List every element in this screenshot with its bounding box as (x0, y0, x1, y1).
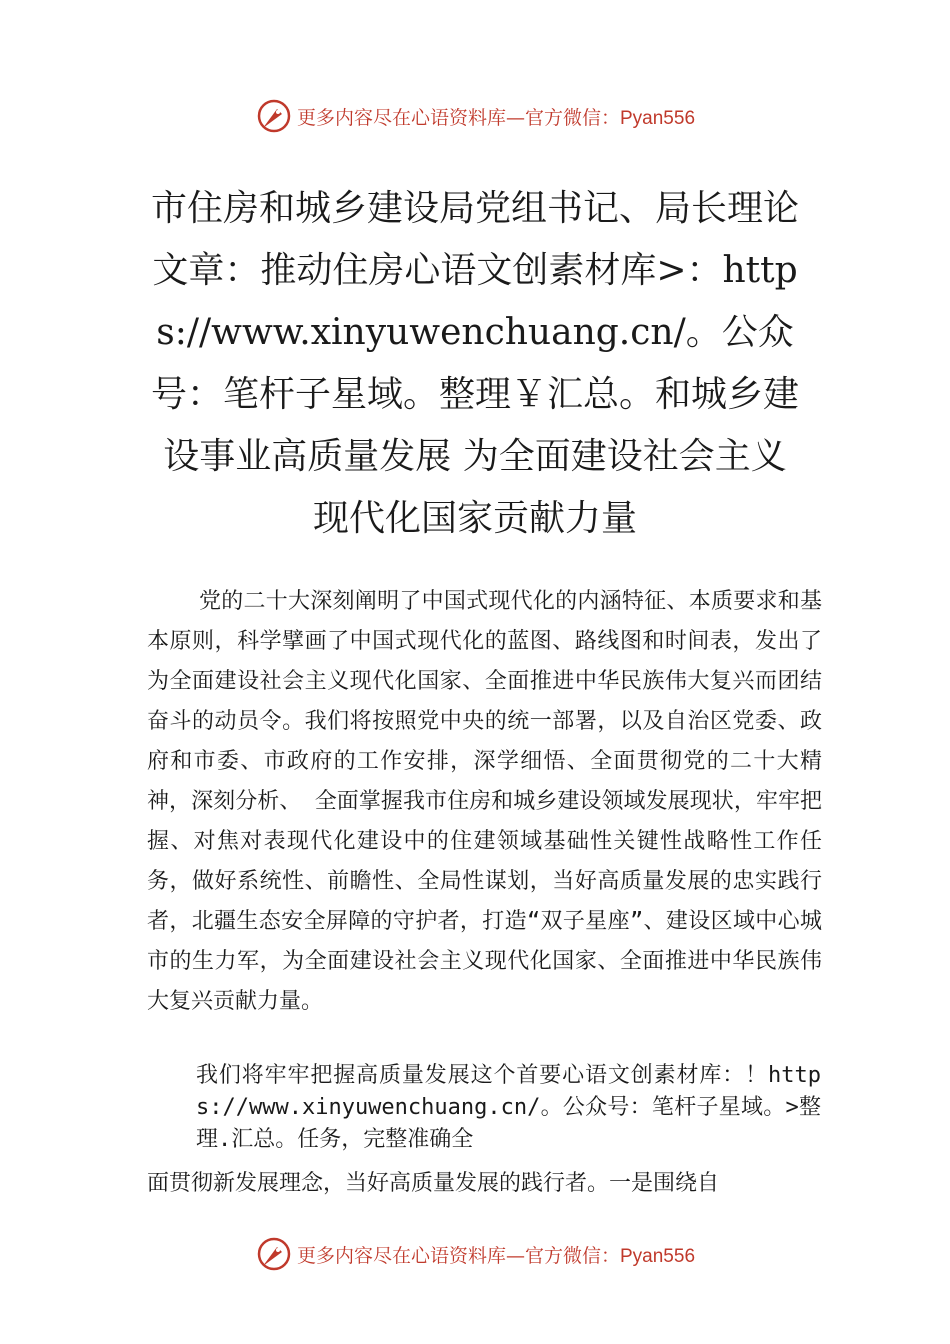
paragraph-3: 面贯彻新发展理念，当好高质量发展的践行者。一是围绕自 (147, 1171, 720, 1196)
banner-text: 更多内容尽在心语资料库—官方微信：Pyan556 (296, 1244, 696, 1267)
paragraph-2: 我们将牢牢把握高质量发展这个首要心语文创素材库：！https://www.xinyuwenchuang.cn/。公众号：笔杆子星域。>整理.汇总。任务，完整准确全 (196, 1063, 821, 1152)
banner-text: 更多内容尽在心语资料库—官方微信：Pyan556 (296, 106, 696, 129)
watermark-banner-top (0, 94, 950, 138)
pen-nib-logo-icon (255, 97, 293, 135)
article-title: 市住房和城乡建设局党组书记、局长理论文章：推动住房心语文创素材库>：https://www.xinyuwenchuang.cn/。公众号：笔杆子星域。整理￥汇总。和城乡建设事业高质量发展 为全面建设社会主义现代化国家贡献力量 (150, 188, 799, 539)
pen-nib-logo-icon (255, 1235, 293, 1273)
wechat-account: Pyan556 (620, 107, 696, 129)
watermark-banner-bottom (0, 1232, 950, 1276)
paragraph-1: 党的二十大深刻阐明了中国式现代化的内涵特征、本质要求和基本原则，科学擘画了中国式现代化的蓝图、路线图和时间表，发出了为全面建设社会主义现代化国家、全面推进中华民族伟大复兴而团结奋斗的动员令。我们将按照党中央的统一部署，以及自治区党委、政府和市委、市政府的工作安排，深学细悟、全面贯彻党的二十大精神，深刻分析、 全面掌握我市住房和城乡建设领域发展现状，牢牢把握、对焦对表现代化建设中的住建领域基础性关键性战略性工作任务，做好系统性、前瞻性、全局性谋划，当好高质量发展的忠实践行者，北疆生态安全屏障的守护者，打造“双子星座”、建设区域中心城市的生力军，为全面建设社会主义现代化国家、全面推进中华民族伟大复兴贡献力量。 (147, 589, 822, 1014)
wechat-account: Pyan556 (620, 1245, 696, 1267)
